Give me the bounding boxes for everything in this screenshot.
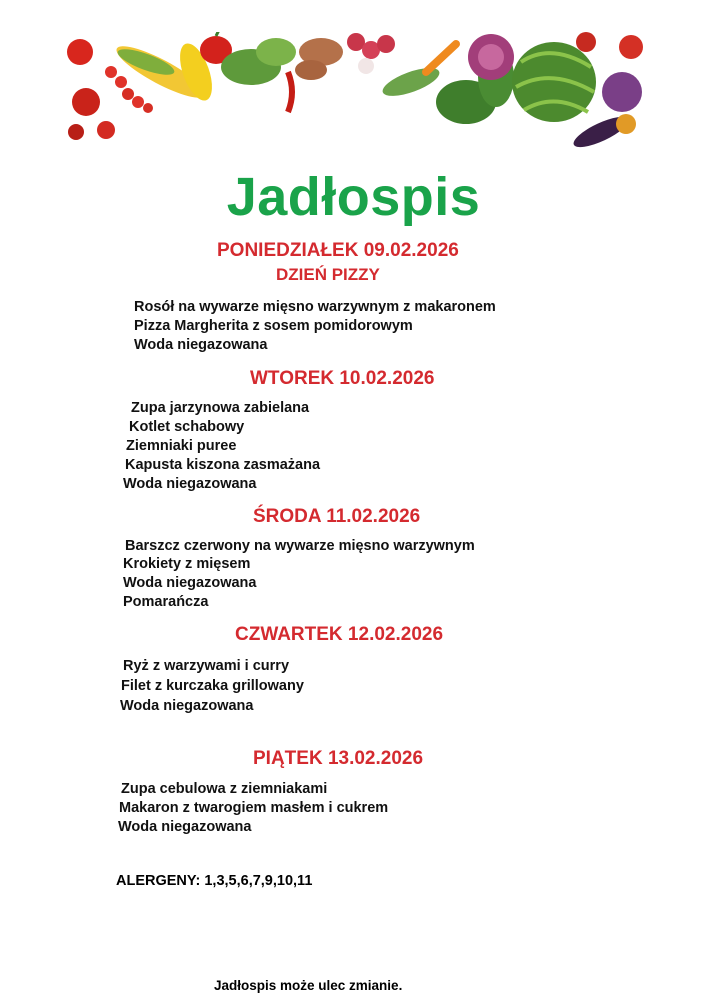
menu-item: Woda niegazowana: [134, 337, 268, 353]
menu-item: Krokiety z mięsem: [123, 556, 251, 572]
page-title: Jadłospis: [226, 167, 481, 227]
day-subheading-monday: DZIEŃ PIZZY: [276, 265, 380, 284]
menu-item: Woda niegazowana: [120, 698, 254, 714]
day-heading-monday: PONIEDZIAŁEK 09.02.2026: [217, 240, 459, 261]
menu-item: Filet z kurczaka grillowany: [121, 678, 304, 694]
menu-item: Ryż z warzywami i curry: [123, 658, 290, 674]
menu-item: Makaron z twarogiem masłem i cukrem: [119, 800, 389, 816]
day-heading-thursday: CZWARTEK 12.02.2026: [235, 624, 444, 645]
day-heading-friday: PIĄTEK 13.02.2026: [253, 748, 424, 769]
day-heading-tuesday: WTOREK 10.02.2026: [250, 368, 435, 389]
footer-note: Jadłospis może ulec zmianie.: [214, 978, 403, 993]
menu-item: Zupa jarzynowa zabielana: [131, 400, 310, 416]
menu-item: Pomarańcza: [123, 594, 209, 610]
menu-item: Woda niegazowana: [123, 476, 257, 492]
vegetables-banner-image: [66, 32, 644, 150]
menu-item: Woda niegazowana: [123, 575, 257, 591]
day-heading-wednesday: ŚRODA 11.02.2026: [253, 506, 421, 527]
menu-item: Kotlet schabowy: [129, 419, 245, 435]
menu-item: Rosół na wywarze mięsno warzywnym z makaronem: [134, 299, 496, 315]
menu-item: Zupa cebulowa z ziemniakami: [121, 781, 328, 797]
menu-item: Woda niegazowana: [118, 819, 252, 835]
menu-item: Barszcz czerwony na wywarze mięsno warzywnym: [125, 538, 475, 554]
menu-item: Pizza Margherita z sosem pomidorowym: [134, 318, 413, 334]
allergens-note: ALERGENY: 1,3,5,6,7,9,10,11: [116, 873, 313, 889]
menu-item: Ziemniaki puree: [126, 438, 237, 454]
menu-item: Kapusta kiszona zasmażana: [125, 457, 321, 473]
